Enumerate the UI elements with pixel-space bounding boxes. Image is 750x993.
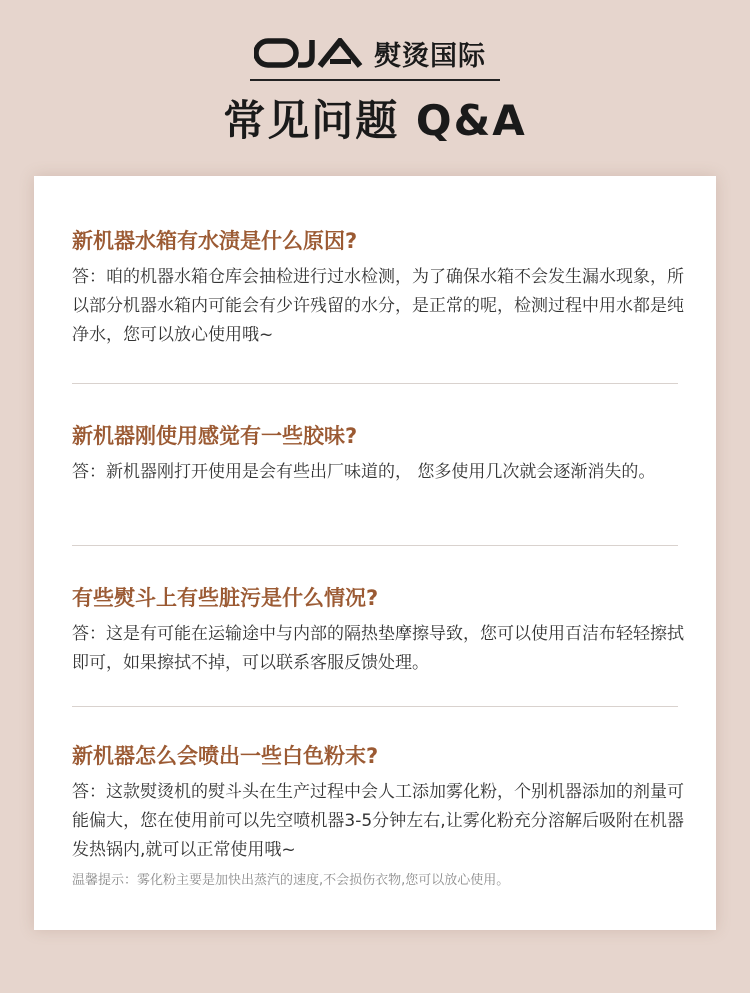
faq-divider bbox=[72, 706, 678, 707]
faq-item bbox=[72, 741, 684, 891]
faq-question: 新机器水箱有水渍是什么原因? bbox=[72, 229, 358, 253]
faq-divider bbox=[72, 545, 678, 546]
faq-answer: 答：这款熨烫机的熨斗头在生产过程中会人工添加雾化粉，个别机器添加的剂量可能偏大，您在使用前可以先空喷机器3-5分钟左右,让雾化粉充分溶解后吸附在机器发热锅内,就可以正常使用哦~ bbox=[72, 782, 684, 860]
header-divider bbox=[250, 79, 500, 81]
faq-item bbox=[72, 583, 684, 678]
faq-answer: 答：咱的机器水箱仓库会抽检进行过水检测，为了确保水箱不会发生漏水现象，所以部分机器水箱内可能会有少许残留的水分，是正常的呢，检测过程中用水都是纯净水，您可以放心使用哦~ bbox=[72, 267, 684, 345]
faq-question: 新机器怎么会喷出一些白色粉末? bbox=[72, 744, 379, 768]
faq-answer: 答：新机器刚打开使用是会有些出厂味道的， 您多使用几次就会逐渐消失的。 bbox=[72, 462, 656, 482]
faq-answer: 答：这是有可能在运输途中与内部的隔热垫摩擦导致，您可以使用百洁布轻轻擦拭即可，如果擦拭不掉，可以联系客服反馈处理。 bbox=[72, 624, 684, 673]
warm-tip: 温馨提示：雾化粉主要是加快出蒸汽的速度,不会损伤衣物,您可以放心使用。 bbox=[72, 873, 510, 888]
page-title: 常见问题 Q&A bbox=[223, 96, 527, 145]
faq-item bbox=[72, 226, 684, 350]
brand bbox=[254, 32, 498, 74]
faq-item bbox=[72, 421, 684, 487]
faq-question: 新机器刚使用感觉有一些胶味? bbox=[72, 424, 358, 448]
faq-card bbox=[34, 176, 716, 930]
header bbox=[0, 0, 750, 170]
faq-question: 有些熨斗上有些脏污是什么情况? bbox=[72, 586, 379, 610]
faq-divider bbox=[72, 383, 678, 384]
oja-logo bbox=[254, 38, 366, 68]
brand-name: 熨烫国际 bbox=[374, 40, 486, 72]
